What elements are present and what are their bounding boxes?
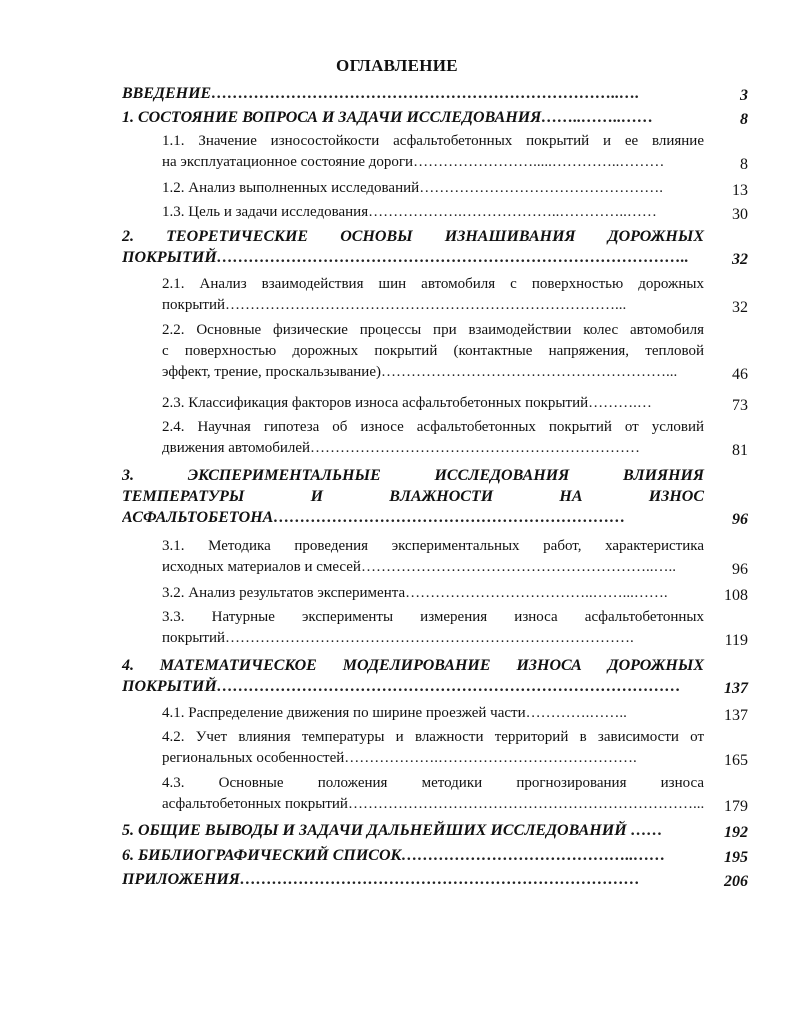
toc-entry-text: ТЕМПЕРАТУРЫ И ВЛАЖНОСТИ НА ИЗНОС	[122, 488, 704, 505]
toc-entry-section-3-2	[162, 583, 748, 604]
toc-page-number: 206	[724, 873, 748, 890]
toc-entry-text: асфальтобетонных покрытий	[162, 796, 348, 812]
toc-entry-text: на эксплуатационное состояние дороги	[162, 154, 414, 170]
leader-dots: ……….…	[588, 395, 652, 411]
toc-entry-chapter-4	[122, 655, 748, 697]
leader-dots: ……………………………………………………………………………..	[216, 249, 689, 266]
toc-entry-text: 1.2. Анализ выполненных исследований	[162, 180, 420, 196]
toc-page-number: 8	[740, 111, 748, 128]
toc-entry-introduction	[122, 83, 748, 104]
toc-page-number: 30	[732, 206, 748, 223]
toc-entry-text: движения автомобилей	[162, 440, 311, 456]
toc-entry-text: ПОКРЫТИЙ	[122, 678, 217, 695]
toc-entry-chapter-3	[122, 465, 748, 528]
page-title: ОГЛАВЛЕНИЕ	[336, 56, 458, 75]
toc-entry-text: АСФАЛЬТОБЕТОНА	[122, 509, 274, 526]
toc-page-number: 13	[732, 182, 748, 199]
toc-entry-text: 1.1. Значение износостойкости асфальтобетонных покрытий и ее влияние	[162, 133, 704, 149]
toc-entry-text: покрытий	[162, 297, 226, 313]
leader-dots: ………………………………..……...…….	[405, 585, 668, 601]
toc-entry-text: ПОКРЫТИЙ	[122, 249, 217, 266]
toc-page-number: 96	[732, 561, 748, 578]
leader-dots: ……..……..……	[541, 109, 654, 126]
toc-entry-section-1-2	[162, 178, 748, 199]
toc-page-number: 96	[732, 511, 748, 528]
toc-entry-text: 3.2. Анализ результатов эксперимента	[162, 585, 406, 601]
toc-entry-section-2-3	[162, 393, 748, 414]
toc-entry-text: 2. ТЕОРЕТИЧЕСКИЕ ОСНОВЫ ИЗНАШИВАНИЯ ДОРОЖНЫХ	[122, 228, 704, 245]
toc-entry-section-4-1	[162, 703, 748, 724]
toc-entry-text: региональных особенностей	[162, 750, 345, 766]
toc-entry-text: 2.2. Основные физические процессы при взаимодействии колес автомобиля	[162, 322, 704, 338]
leader-dots: …………………………………………………………	[310, 440, 641, 456]
toc-page-number: 108	[724, 587, 748, 604]
toc-page-number: 195	[724, 849, 748, 866]
toc-page-number: 137	[724, 680, 748, 697]
toc-page-number: 81	[732, 442, 748, 459]
leader-dots: ………….……..	[525, 705, 627, 721]
toc-entry-section-4-2	[162, 727, 748, 769]
toc-entry-text: ВВЕДЕНИЕ	[122, 85, 212, 102]
toc-entry-text: 3.3. Натурные эксперименты измерения износа асфальтобетонных	[162, 609, 704, 625]
toc-entry-text: 3.1. Методика проведения экспериментальных работ, характеристика	[162, 538, 704, 554]
toc-entry-text: 4.1. Распределение движения по ширине проезжей части	[162, 705, 526, 721]
toc-entry-text: 4.3. Основные положения методики прогнозирования износа	[162, 775, 704, 791]
toc-entry-text: 4.2. Учет влияния температуры и влажности территорий в зависимости от	[162, 729, 704, 745]
toc-page-number: 165	[724, 752, 748, 769]
toc-entry-text: покрытий	[162, 630, 226, 646]
toc-entry-text: 1.3. Цель и задачи исследования	[162, 204, 369, 220]
leader-dots: ……………………………………………………………...	[347, 796, 704, 812]
toc-page-number: 8	[740, 156, 748, 173]
leader-dots: …………………………………………………………………	[239, 871, 640, 888]
toc-entry-chapter-1	[122, 107, 748, 128]
toc-entry-text: 2.1. Анализ взаимодействия шин автомобиля с поверхностью дорожных	[162, 276, 704, 292]
leader-dots: ……………….………………..…………..……	[368, 204, 657, 220]
toc-page-number: 73	[732, 397, 748, 414]
toc-page-number: 32	[732, 251, 748, 268]
toc-entry-text: ПРИЛОЖЕНИЯ	[122, 871, 240, 888]
toc-entry-text: 2.3. Классификация факторов износа асфальтобетонных покрытий	[162, 395, 589, 411]
toc-entry-section-2-1	[162, 274, 748, 316]
leader-dots: …………………………………………………………	[273, 509, 626, 526]
leader-dots: …………………….....…………..………	[413, 154, 665, 170]
toc-entry-section-3-3	[162, 607, 748, 649]
toc-entry-text: эффект, трение, проскальзывание)	[162, 364, 381, 380]
toc-entry-section-1-3	[162, 202, 748, 223]
toc-page-number: 137	[724, 707, 748, 724]
toc-page-number: 119	[724, 632, 748, 649]
toc-page-number: 46	[732, 366, 748, 383]
toc-entry-section-2-4	[162, 417, 748, 459]
leader-dots: ……………………………………………………………………….	[225, 630, 634, 646]
toc-entry-text: 2.4. Научная гипотеза об износе асфальтобетонных покрытий от условий	[162, 419, 704, 435]
toc-page-number: 3	[740, 87, 748, 104]
toc-entry-section-3-1	[162, 536, 748, 578]
toc-entry-text: 5. ОБЩИЕ ВЫВОДЫ И ЗАДАЧИ ДАЛЬНЕЙШИХ ИССЛЕДОВАНИЙ	[122, 822, 627, 839]
toc-entry-text: с поверхностью дорожных покрытий (контактные напряжения, тепловой	[162, 343, 704, 359]
toc-page-number: 179	[724, 798, 748, 815]
toc-entry-text: исходных материалов и смесей	[162, 559, 361, 575]
toc-entry-section-4-3	[162, 773, 748, 815]
toc-entry-chapter-5	[122, 820, 748, 841]
toc-entry-text: 3. ЭКСПЕРИМЕНТАЛЬНЫЕ ИССЛЕДОВАНИЯ ВЛИЯНИЯ	[122, 467, 704, 484]
leader-dots: ……………………………………………………………………………	[216, 678, 681, 695]
leader-dots: ……	[626, 822, 663, 839]
toc-page-number: 192	[724, 824, 748, 841]
toc-entry-appendices	[122, 869, 748, 890]
leader-dots: ………………………………………….	[419, 180, 663, 196]
toc-entry-text: 6. БИБЛИОГРАФИЧЕСКИЙ СПИСОК	[122, 847, 402, 864]
toc-entry-chapter-6	[122, 845, 748, 866]
leader-dots: …………………………………………………...	[380, 364, 678, 380]
toc-entry-section-1-1	[162, 131, 748, 173]
leader-dots: …………………………………………………………………..….	[211, 85, 640, 102]
leader-dots: ……………………………………..……	[401, 847, 666, 864]
toc-entry-chapter-2	[122, 226, 748, 268]
toc-page-number: 32	[732, 299, 748, 316]
toc-entry-text: 1. СОСТОЯНИЕ ВОПРОСА И ЗАДАЧИ ИССЛЕДОВАНИЯ	[122, 109, 542, 126]
leader-dots: …………………………………………………..…..	[360, 559, 676, 575]
toc-entry-text: 4. МАТЕМАТИЧЕСКОЕ МОДЕЛИРОВАНИЕ ИЗНОСА ДОРОЖНЫХ	[122, 657, 704, 674]
leader-dots: ……………….………………………………….	[344, 750, 637, 766]
toc-entry-section-2-2	[162, 320, 748, 383]
leader-dots: ……………………………………………………………………...	[225, 297, 627, 313]
